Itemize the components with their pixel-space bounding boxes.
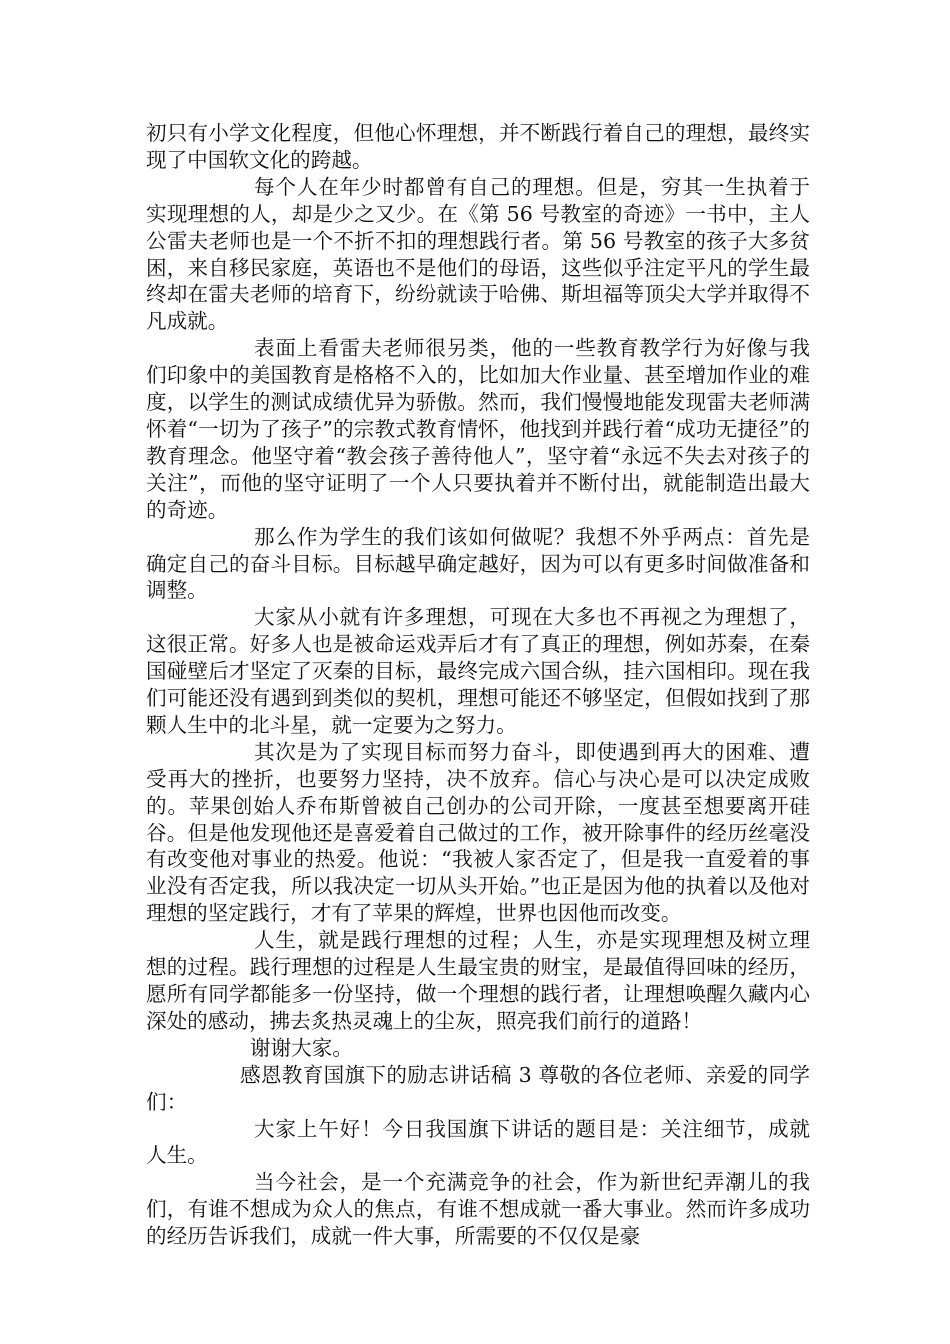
paragraph-greeting: 大家上午好！今日我国旗下讲话的题目是：关注细节，成就人生。	[146, 1116, 810, 1168]
paragraph-life-ideal: 人生，就是践行理想的过程；人生，亦是实现理想及树立理想的过程。践行理想的过程是人生最宝贵的财宝，是最值得回味的经历，愿所有同学都能多一份坚持，做一个理想的践行者，让理想唤醒久藏内心深处的感动，拂去炙热灵魂上的尘灰，照亮我们前行的道路！	[146, 928, 810, 1033]
paragraph-jobs: 其次是为了实现目标而努力奋斗，即使遇到再大的困难、遭受再大的挫折，也要努力坚持，决不放弃。信心与决心是可以决定成败的。苹果创始人乔布斯曾被自己创办的公司开除，一度甚至想要离开硅谷。但是他发现他还是喜爱着自己做过的工作，被开除事件的经历丝毫没有改变他对事业的热爱。他说：“我被人家否定了，但是我一直爱着的事业没有否定我，所以我决定一切从头开始。”也正是因为他的执着以及他对理想的坚定践行，才有了苹果的辉煌，世界也因他而改变。	[146, 739, 810, 926]
paragraph-su-qin: 大家从小就有许多理想，可现在大多也不再视之为理想了，这很正常。好多人也是被命运戏弄后才有了真正的理想，例如苏秦，在秦国碰壁后才坚定了灭秦的目标，最终完成六国合纵，挂六国相印。现在我们可能还没有遇到到类似的契机，理想可能还不够坚定，但假如找到了那颗人生中的北斗星，就一定要为之努力。	[146, 605, 810, 737]
paragraph-competition: 当今社会，是一个充满竞争的社会，作为新世纪弄潮儿的我们，有谁不想成为众人的焦点，有谁不想成就一番大事业。然而许多成功的经历告诉我们，成就一件大事，所需要的不仅仅是豪	[146, 1170, 810, 1249]
closing-thanks: 谢谢大家。	[250, 1035, 353, 1060]
paragraph-56-classroom: 每个人在年少时都曾有自己的理想。但是，穷其一生执着于实现理想的人，却是少之又少。在《第 56 号教室的奇迹》一书中，主人公雷夫老师也是一个不折不扣的理想践行者。第 56 号教室的孩子大多贫困，来自移民家庭，英语也不是他们的母语，这些似乎注定平凡的学生最终却在雷夫老师的培育下，纷纷就读于哈佛、斯坦福等顶尖大学并取得不凡成就。	[146, 174, 810, 334]
paragraph-rafe-teacher: 表面上看雷夫老师很另类，他的一些教育教学行为好像与我们印象中的美国教育是格格不入的，比如加大作业量、甚至增加作业的难度，以学生的测试成绩优异为骄傲。然而，我们慢慢地能发现雷夫老师满怀着“一切为了孩子”的宗教式教育情怀，他找到并践行着“成功无捷径”的教育理念。他坚守着“教会孩子善待他人”，坚守着“永远不失去对孩子的关注”，而他的坚守证明了一个人只要执着并不断付出，就能制造出最大的奇迹。	[146, 336, 810, 522]
paragraph-continuation: 初只有小学文化程度，但他心怀理想，并不断践行着自己的理想，最终实现了中国软文化的跨越。	[146, 121, 810, 172]
paragraph-what-to-do: 那么作为学生的我们该如何做呢？我想不外乎两点：首先是确定自己的奋斗目标。目标越早确定越好，因为可以有更多时间做准备和调整。	[146, 524, 810, 603]
document-body	[146, 120, 810, 1250]
section-title: 感恩教育国旗下的励志讲话稿 3 尊敬的各位老师、亲爱的同学们：	[146, 1062, 810, 1114]
